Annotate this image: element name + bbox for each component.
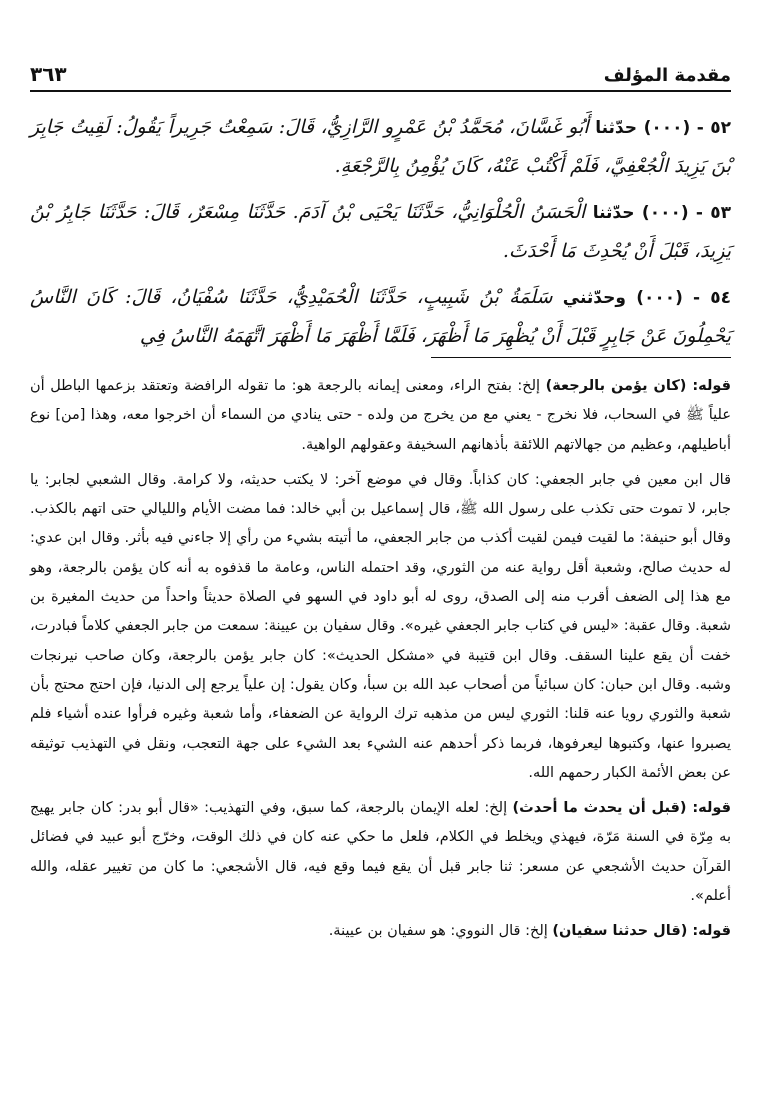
note-label: قوله: (قبل أن يحدث ما أحدث) [512, 800, 732, 817]
hadith-text [30, 108, 731, 363]
page-title: مقدمة المؤلف [603, 65, 731, 86]
hadith-body: أَبُو غَسَّانَ، مُحَمَّدُ بْنُ عَمْرٍو الرَّازِيُّ، قَالَ: سَمِعْتُ جَرِيراً يَقُولُ: لَقِيتُ جَابِرَ بْنَ يَزِيدَ الْجُعْفِيَّ، فَلَمْ أَكْتُبْ عَنْهُ، كَانَ يُؤْمِنُ بِالرَّجْعَةِ. [30, 116, 731, 177]
book-page [30, 0, 731, 1099]
hadith-body: سَلَمَةُ بْنُ شَبِيبٍ، حَدَّثَنَا الْحُمَيْدِيُّ، حَدَّثَنَا سُفْيَانُ، قَالَ: كَانَ النَّاسُ يَحْمِلُونَ عَنْ جَابِرٍ قَبْلَ أَنْ يُظْهِرَ مَا أَظْهَرَ، فَلَمَّا أَظْهَرَ مَا أَظْهَرَ اتَّهَمَهُ النَّاسُ فِي [30, 286, 731, 347]
commentary [30, 372, 731, 953]
note-text: قال ابن معين في جابر الجعفي: كان كذاباً. وقال في موضع آخر: لا يكتب حديثه، ولا كرامة. وقال الشعبي لجابر: يا جابر، لا تموت حتى تكذب على رسول الله ﷺ، قال إسماعيل بن أبي خالد: فما مضت الأيام والليالي حتى اتهم بالكذب. وقال أبو حنيفة: ما لقيت فيمن لقيت أكذب من جابر الجعفي، ما أتيته بشيء من رأي إلا جاءني فيه بأثر. وقال ابن عدي: له حديث صالح، وشعبة أقل رواية عنه من الثوري، وقد احتمله الناس، وعامة ما قذفوه به أنه كان يؤمن بالرجعة، وهو مع هذا إلى الضعف أقرب منه إلى الصدق، روى له أبو داود في السهو في الصلاة حديثاً واحداً من حديث المغيرة بن شعبة. وقال عقبة: «ليس في كتاب جابر الجعفي غيره». وقال سفيان بن عيينة: سمعت من جابر الجعفي كلاماً فبادرت، خفت أن يقع علينا السقف. وقال ابن قتيبة في «مشكل الحديث»: كان جابر يؤمن بالرجعة، وكان صاحب نيرنجات وشبه. وقال ابن حبان: كان سبائياً من أصحاب عبد الله بن سبأ، وكان يقول: إن علياً يرجع إلى الدنيا، فإن احتج محتج بأن شعبة والثوري رويا عنه قلنا: الثوري ليس من مذهبه ترك الرواية عن الضعفاء، وأما شعبة وغيره فرأوا عنده أشياء فلم يصبروا عنها، وكتبوها ليعرفوها، فربما ذكر أحدهم عنه الشيء بعد الشيء على جهة التعجب، ونقل في التهذيب توثيقه عن بعض الأئمة الكبار رحمهم الله. [30, 471, 731, 781]
hadith-verb: وحدّثني [562, 288, 626, 308]
hadith-body: الْحَسَنُ الْحُلْوَانِيُّ، حَدَّثَنَا يَحْيَى بْنُ آدَمَ. حَدَّثَنَا مِسْعَرٌ، قَالَ: حَدَّثَنَا جَابِرُ بْنُ يَزِيدَ، قَبْلَ أَنْ يُحْدِثَ مَا أَحْدَثَ. [30, 201, 731, 262]
hadith-number: ٥٢ - (٠٠٠) [643, 118, 731, 138]
footnote-divider [431, 357, 731, 358]
hadith-number: ٥٣ - (٠٠٠) [641, 203, 731, 223]
hadith-54 [30, 278, 731, 355]
note-text: إلخ: لعله الإيمان بالرجعة، كما سبق، وفي التهذيب: «قال أبو بدر: كان جابر يهيج به مِرّة في السنة مَرّة، فيهذي ويخلط في الكلام، فلعل ما حكي عنه كان في ذلك الوقت، وخرّج أبو عبيد في فضائل القرآن حديث الأشجعي عن مسعر: ثنا جابر قبل أن يقع فيما وقع فيه، قال الأشجعي: ما كان من تغيير عقله، والله أعلم». [30, 800, 731, 905]
page-number: ٣٦٣ [30, 62, 67, 86]
note-text: إلخ: بفتح الراء، ومعنى إيمانه بالرجعة هو: ما تقوله الرافضة وتعتقد بزعمها الباطل أن علياً ﷺ في السحاب، فلا نخرج - يعني مع من يخرج من ولده - حتى ينادي من السماء أن اخرجوا معه، وهذا [من] نوع أباطيلهم، وعظيم من جهالاتهم اللائقة بأذهانهم السخيفة وعقولهم الواهية. [30, 378, 731, 453]
note-3 [30, 794, 731, 911]
hadith-verb: حدّثنا [595, 118, 637, 138]
note-label: قوله: (قال حدثنا سفيان) [552, 923, 731, 940]
hadith-52 [30, 108, 731, 185]
note-label: قوله: (كان يؤمن بالرجعة) [545, 378, 731, 394]
page-header [30, 54, 731, 92]
hadith-number: ٥٤ - (٠٠٠) [636, 288, 731, 308]
note-text: إلخ: قال النووي: هو سفيان بن عيينة. [328, 923, 548, 940]
hadith-verb: حدّثنا [592, 203, 635, 223]
note-4 [30, 917, 731, 946]
hadith-53 [30, 193, 731, 270]
note-2 [30, 466, 731, 788]
note-1 [30, 372, 731, 460]
